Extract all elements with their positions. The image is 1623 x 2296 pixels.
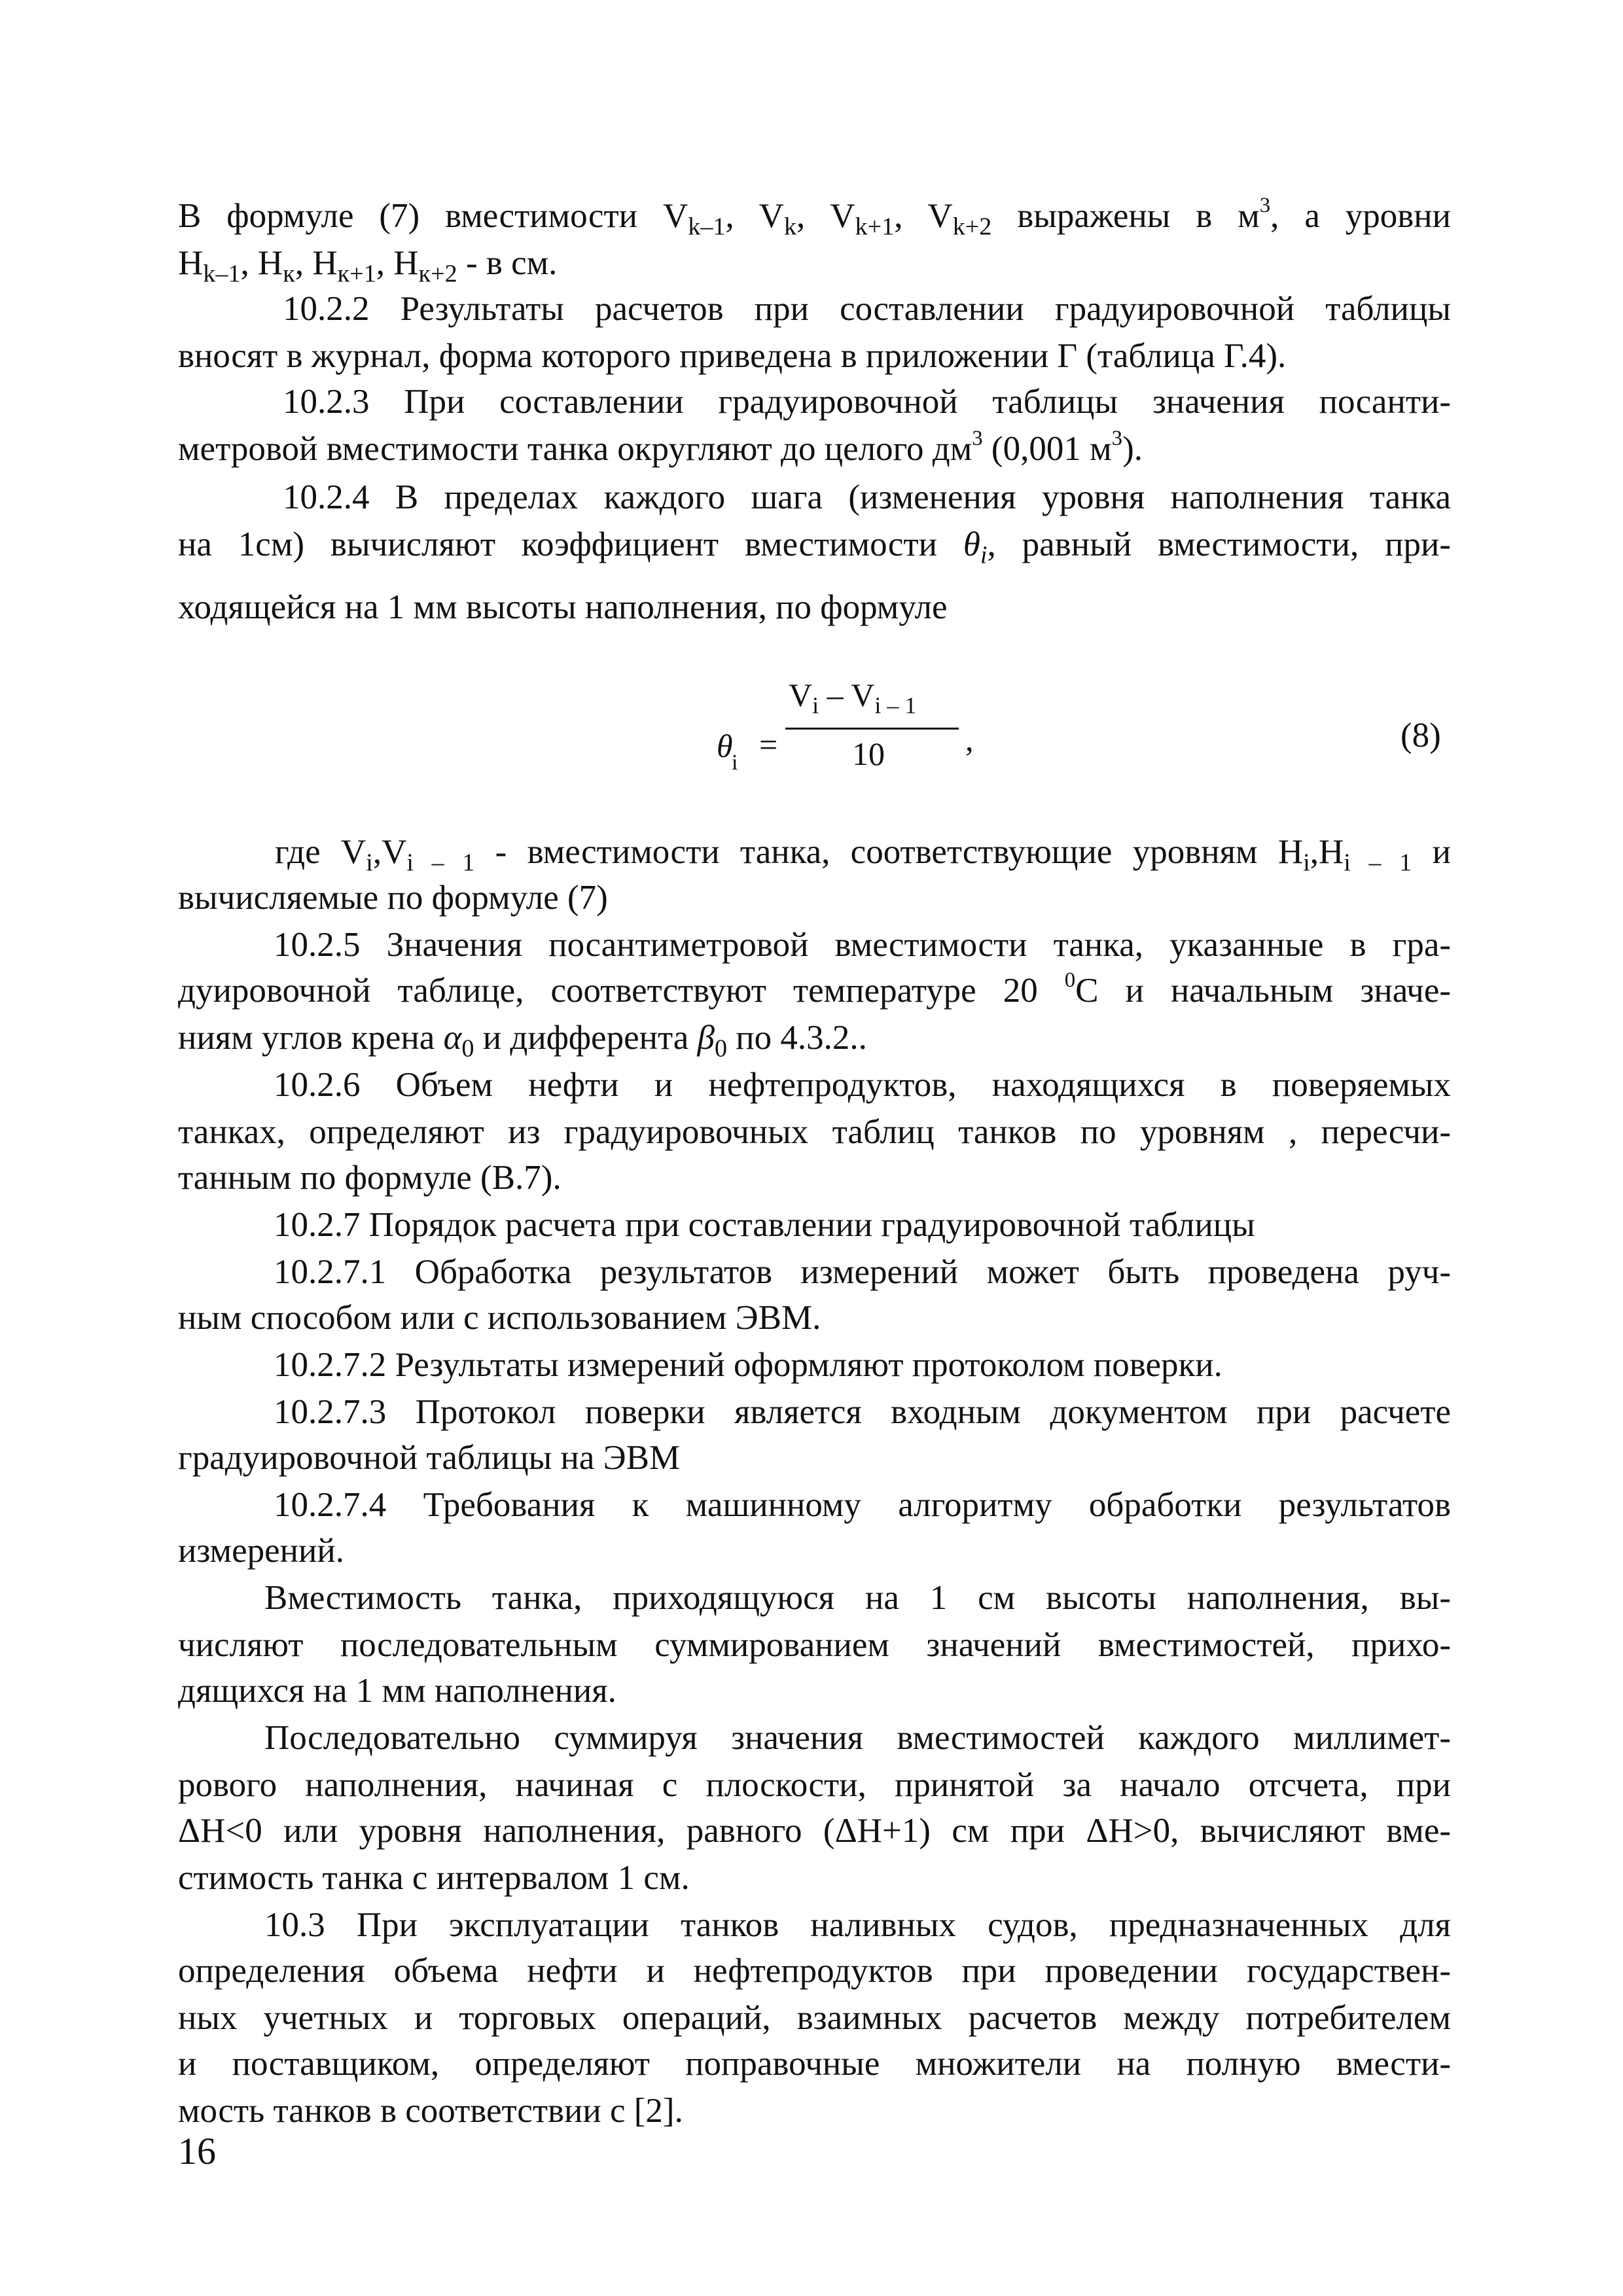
- text-line: где $V_i,V_{i - 1}$ - вместимости танка, соответствующие уровням $H_i,H_{i - 1}$ и: [275, 833, 1451, 877]
- formula-fraction-bar: [785, 728, 959, 730]
- text-line: 10.2.6 Объем нефти и нефтепродуктов, находящихся в поверяемых: [274, 1066, 1451, 1104]
- text-line: рового наполнения, начиная с плоскости, принятой за начало отсчета, при: [178, 1766, 1451, 1804]
- text-line: ходящейся на 1 мм высоты наполнения, по формуле: [178, 588, 948, 626]
- text-line: 10.2.2 Результаты расчетов при составлении градуировочной таблицы: [283, 290, 1451, 328]
- text-line: 10.2.5 Значения посантиметровой вместимости танка, указанные в гра-: [274, 926, 1451, 964]
- formula-denominator: 10: [852, 735, 885, 772]
- text-line: танках, определяют из градуировочных таблиц танков по уровням , пересчи-: [178, 1113, 1451, 1151]
- text-line: стимость танка с интервалом 1 см.: [178, 1859, 690, 1897]
- formula-numerator: $V_i - V_{i - 1}$: [789, 677, 917, 718]
- text-line: вычисляемые по формуле (7): [178, 879, 608, 917]
- text-line: 10.2.4 В пределах каждого шага (изменения уровня наполнения танка: [283, 478, 1451, 516]
- text-line: танным по формуле (В.7).: [178, 1159, 562, 1197]
- formula-lhs-symbol: θ: [717, 728, 733, 764]
- formula-number: (8): [1400, 716, 1441, 754]
- text-line: 10.2.7.2 Результаты измерений оформляют протоколом поверки.: [274, 1346, 1222, 1384]
- text-line: ΔH<0 или уровня наполнения, равного (ΔH+1) см при ΔH>0, вычисляют вме-: [178, 1812, 1451, 1850]
- text-line: на 1см) вычисляют коэффициент вместимости $\theta_i$, равный вместимости, при-: [178, 525, 1451, 569]
- text-line: ным способом или с использованием ЭВМ.: [178, 1299, 821, 1337]
- page-number: 16: [178, 2130, 216, 2172]
- text-line: 10.2.7 Порядок расчета при составлении градуировочной таблицы: [274, 1206, 1255, 1244]
- text-line: 10.2.7.1 Обработка результатов измерений может быть проведена руч-: [274, 1253, 1451, 1291]
- text-line: определения объема нефти и нефтепродуктов при проведении государствен-: [178, 1952, 1451, 1990]
- text-line: числяют последовательным суммированием значений вместимостей, прихо-: [178, 1626, 1451, 1664]
- text-line: 10.3 При эксплуатации танков наливных судов, предназначенных для: [264, 1906, 1451, 1944]
- text-line: Последовательно суммируя значения вместимостей каждого миллимет-: [264, 1719, 1451, 1757]
- text-line: дуировочной таблице, соответствуют температуре 20 $^0$C и начальным значе-: [178, 968, 1451, 1010]
- text-line: 10.2.7.3 Протокол поверки является входным документом при расчете: [274, 1393, 1451, 1431]
- formula-comma: ,: [965, 721, 974, 758]
- formula-lhs-subscript: i: [732, 751, 738, 775]
- text-line: Вместимость танка, приходящуюся на 1 см высоты наполнения, вы-: [264, 1579, 1451, 1617]
- text-line: и поставщиком, определяют поправочные множители на полную вмести-: [178, 2045, 1451, 2083]
- text-line: градуировочной таблицы на ЭВМ: [178, 1439, 681, 1477]
- text-line: 10.2.3 При составлении градуировочной таблицы значения посанти-: [283, 383, 1451, 421]
- text-line: метровой вместимости танка округляют до целого $дм^3$ (0,001 $м^3$).: [178, 427, 1143, 468]
- text-line: $H_{k-1}$, $H_к$, $H_{к+1}$, $H_{к+2}$ - в см.: [178, 244, 558, 288]
- text-line: дящихся на 1 мм наполнения.: [178, 1672, 616, 1710]
- text-line: вносят в журнал, форма которого приведена в приложении Г (таблица Г.4).: [178, 337, 1287, 375]
- text-line: 10.2.7.4 Требования к машинному алгоритму обработки результатов: [274, 1486, 1451, 1524]
- formula-equals: =: [759, 726, 778, 763]
- text-line: измерений.: [178, 1532, 344, 1570]
- text-line: В формуле (7) вместимости $V_{k-1}$, $V_k$, $V_{k+1}$, $V_{k+2}$ выражены в $м^3$, а уровни: [178, 194, 1452, 241]
- text-line: ниям углов крена $\alpha_0$ и дифферента $\beta_0$ по 4.3.2..: [178, 1019, 867, 1063]
- text-line: мость танков в соответствии с [2].: [178, 2092, 683, 2130]
- text-line: ных учетных и торговых операций, взаимных расчетов между потребителем: [178, 1999, 1451, 2037]
